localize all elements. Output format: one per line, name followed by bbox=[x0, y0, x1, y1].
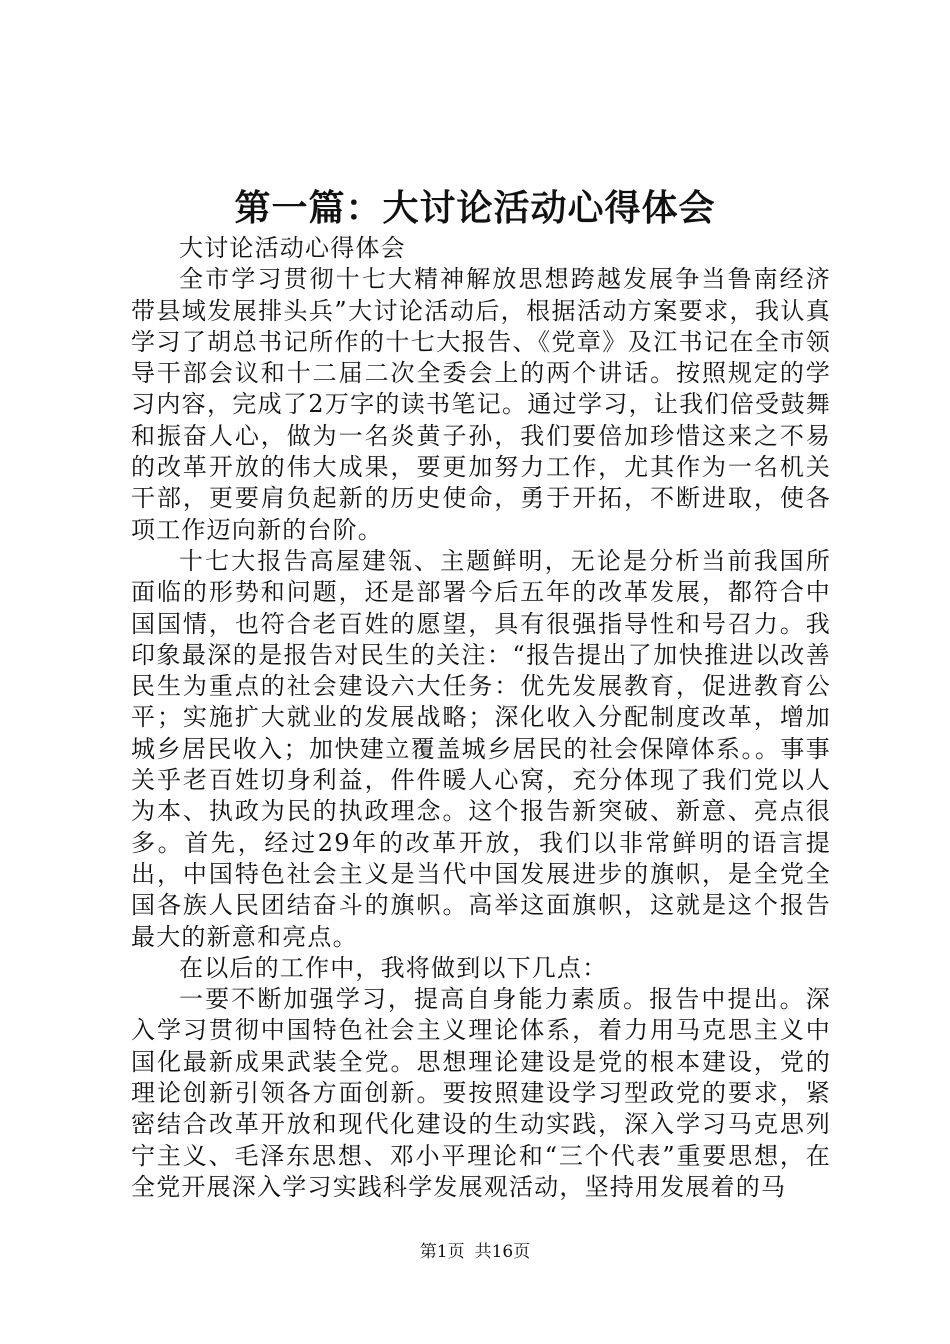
page-title: 第一篇：大讨论活动心得体会 bbox=[234, 187, 716, 229]
paragraph-plan-heading: 在以后的工作中，我将做到以下几点： bbox=[179, 953, 608, 982]
paragraph-point-one: 一要不断加强学习，提高自身能力素质。报告中提出。深入学习贯彻中国特色社会主义理论体系，着力用马克思主义中国化最新成果武装全党。思想理论建设是党的根本建设，党的理论创新引领各方面创新。要按照建设学习型政党的要求，紧密结合改革开放和现代化建设的生动实践，深入学习马克思列宁主义、毛泽东思想、邓小平理论和“三个代表”重要思想，在全党开展深入学习实践科学发展观活动，坚持用发展着的马 bbox=[131, 985, 831, 1201]
document-body bbox=[131, 233, 831, 1203]
paragraph-intro: 全市学习贯彻十七大精神解放思想跨越发展争当鲁南经济带县域发展排头兵”大讨论活动后，根据活动方案要求，我认真学习了胡总书记所作的十七大报告、《党章》及江书记在全市领导干部会议和十二届二次全委会上的两个讲话。按照规定的学习内容，完成了2万字的读书笔记。通过学习，让我们倍受鼓舞和振奋人心，做为一名炎黄子孙，我们要倍加珍惜这来之不易的改革开放的伟大成果，要更加努力工作，尤其作为一名机关干部，更要肩负起新的历史使命，勇于开拓，不断进取，使各项工作迈向新的台阶。 bbox=[131, 265, 831, 544]
page-total: 共16页 bbox=[474, 1242, 531, 1262]
page-number: 第1页 bbox=[419, 1242, 465, 1262]
paragraph-report: 十七大报告高屋建瓴、主题鲜明，无论是分析当前我国所面临的形势和问题，还是部署今后五年的改革发展，都符合中国国情，也符合老百姓的愿望，具有很强指导性和号召力。我印象最深的是报告对民生的关注：“报告提出了加快推进以改善民生为重点的社会建设六大任务：优先发展教育，促进教育公平；实施扩大就业的发展战略；深化收入分配制度改革，增加城乡居民收入；加快建立覆盖城乡居民的社会保障体系。。事事关乎老百姓切身利益，件件暖人心窝，充分体现了我们党以人为本、执政为民的执政理念。这个报告新突破、新意、亮点很多。首先，经过29年的改革开放，我们以非常鲜明的语言提出，中国特色社会主义是当代中国发展进步的旗帜，是全党全国各族人民团结奋斗的旗帜。高举这面旗帜，这就是这个报告最大的新意和亮点。 bbox=[131, 546, 831, 951]
paragraph-subtitle: 大讨论活动心得体会 bbox=[179, 234, 406, 262]
page-footer bbox=[0, 1240, 950, 1264]
